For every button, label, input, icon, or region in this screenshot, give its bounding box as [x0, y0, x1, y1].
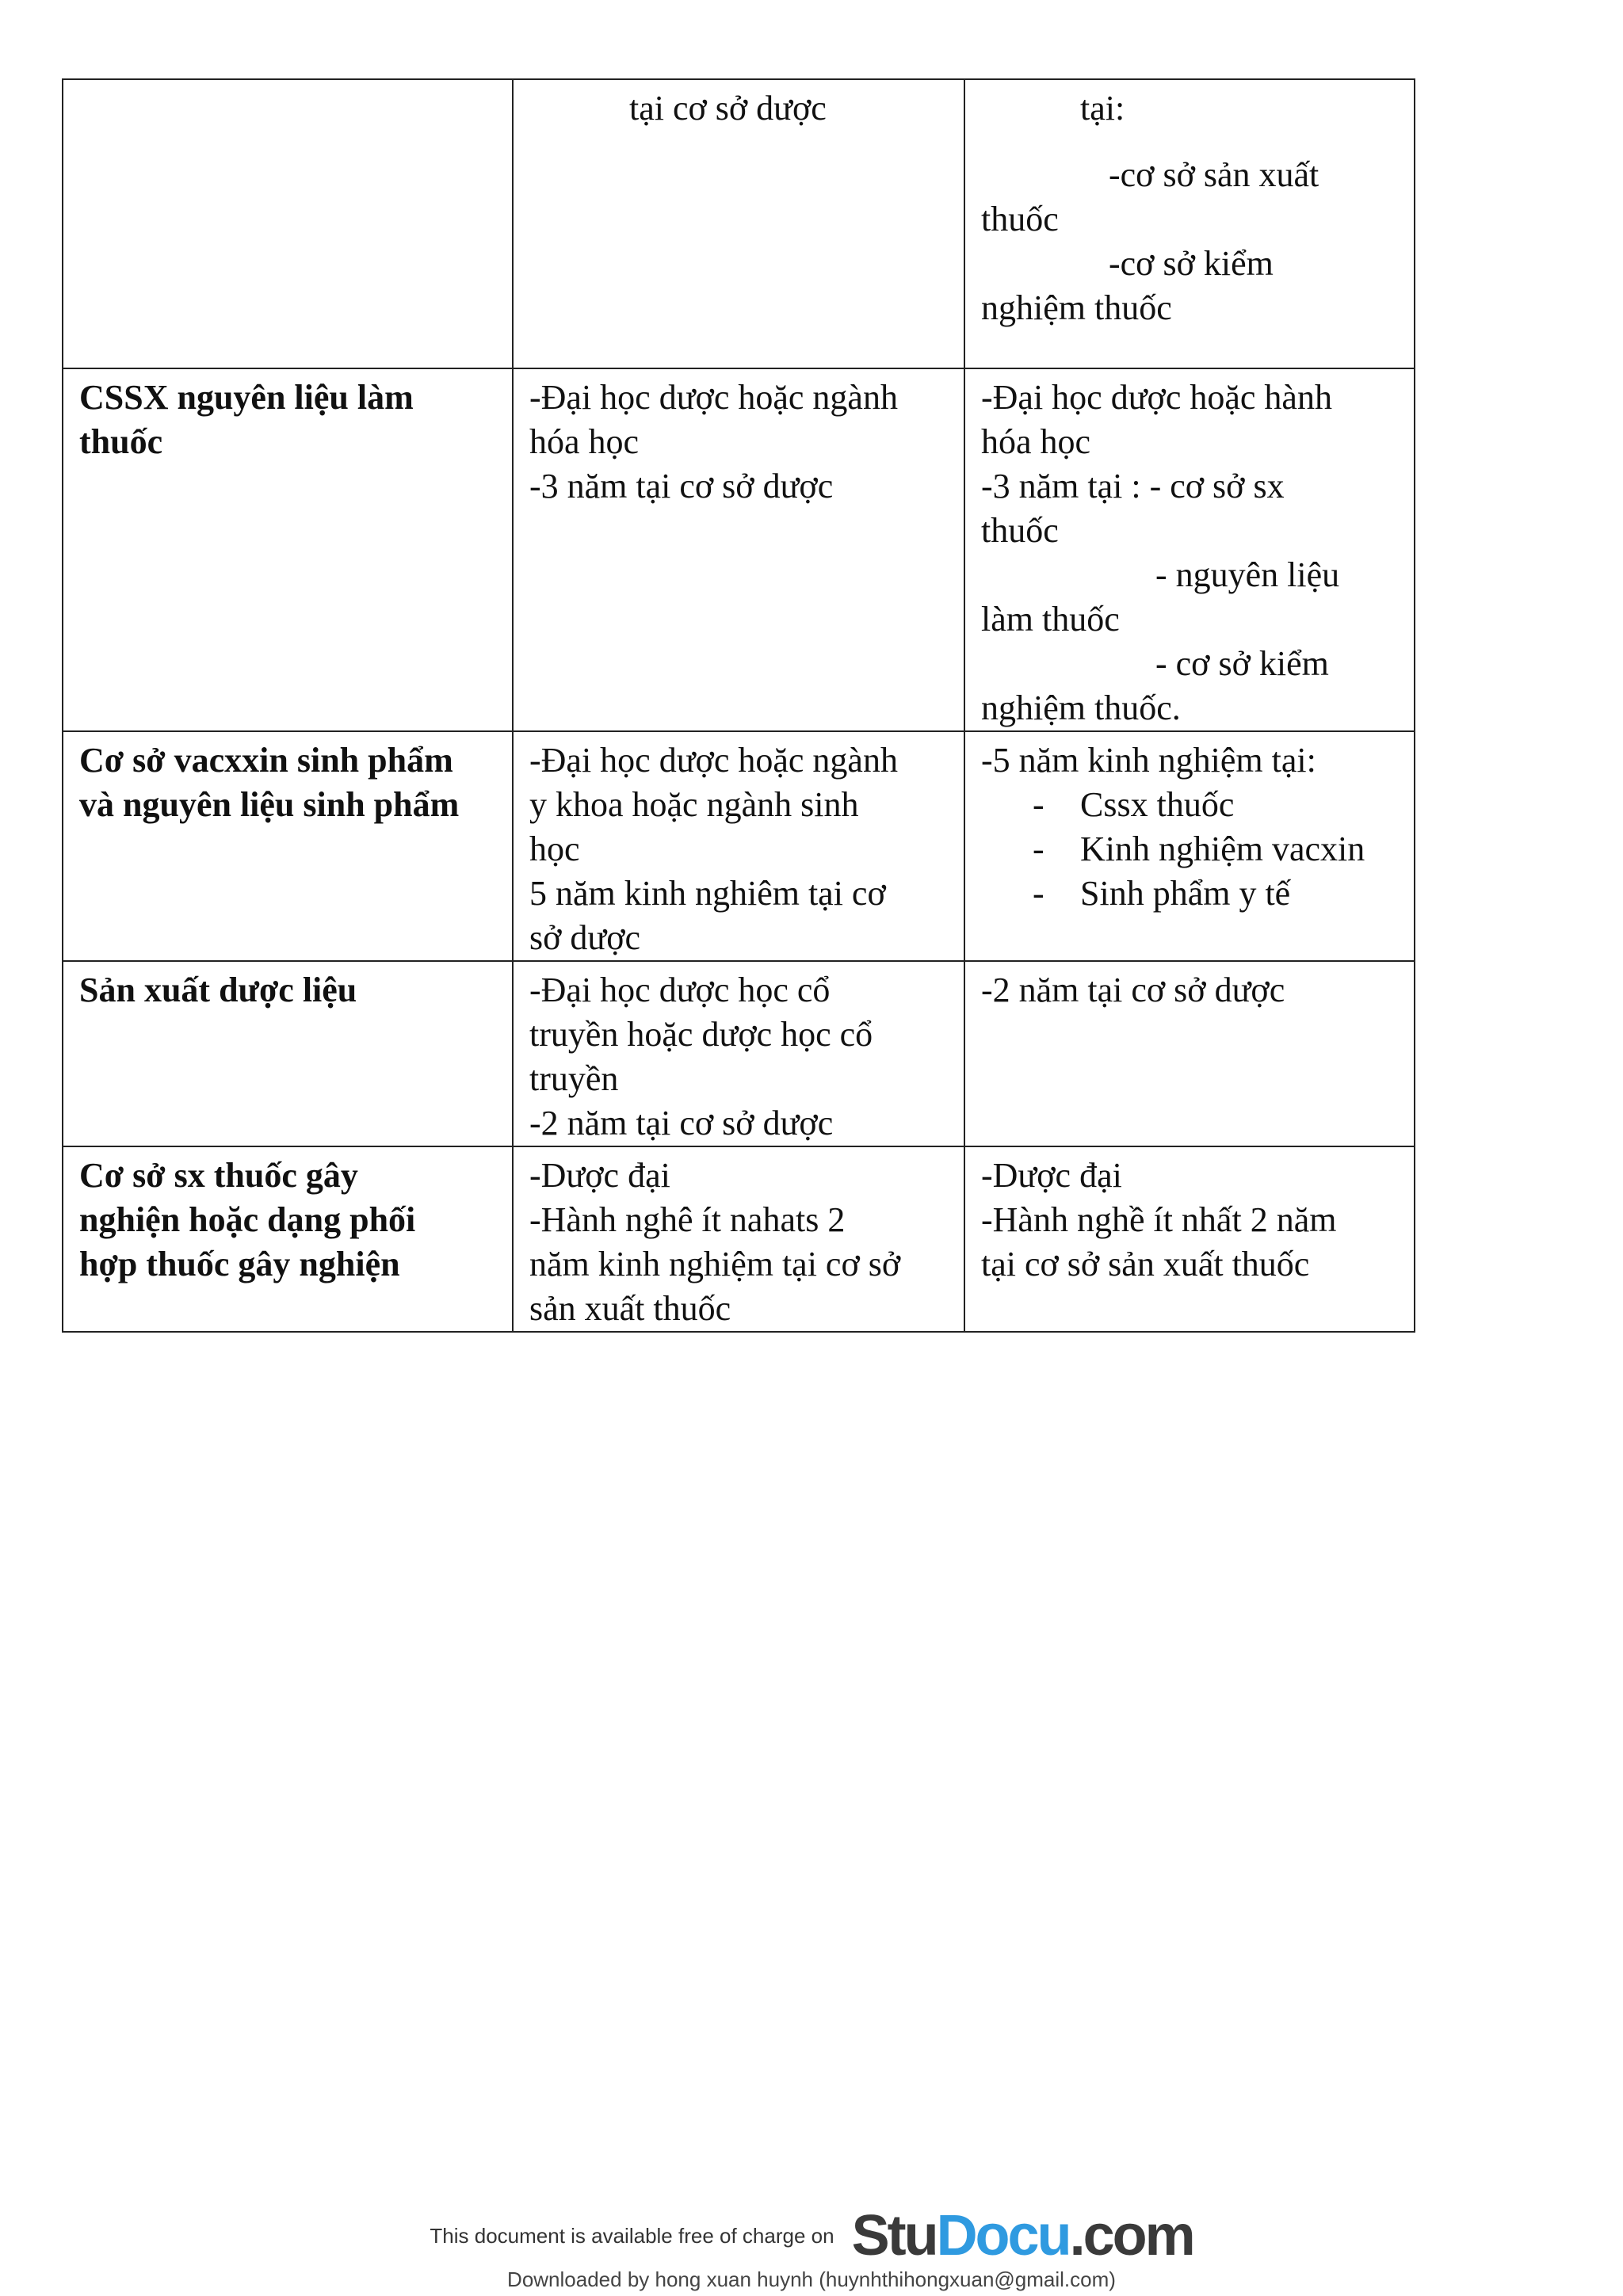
- cell-col3: [964, 961, 1415, 1146]
- cell-line: truyền hoặc dược học cổ: [529, 1015, 873, 1054]
- cell-line: thuốc: [981, 200, 1059, 238]
- cell-line: - nguyên liệu: [1155, 555, 1340, 594]
- cell-line: -Đại học dược hoặc ngành: [529, 378, 898, 417]
- cell-line: 5 năm kinh nghiêm tại cơ: [529, 874, 886, 913]
- cell-line: nghiện hoặc dạng phối: [79, 1200, 416, 1239]
- logo-part: Stu: [851, 2204, 937, 2267]
- downloaded-by-text: Downloaded by hong xuan huynh (huynhthihongxuan@gmail.com): [507, 2267, 1116, 2291]
- cell-line: và nguyên liệu sinh phẩm: [79, 785, 460, 824]
- bullet-dash: -: [1033, 785, 1044, 824]
- availability-text: This document is available free of charge on: [430, 2223, 834, 2248]
- row-label-cell: [63, 1146, 513, 1332]
- cell-line: -Hành nghê ít nahats 2: [529, 1200, 846, 1239]
- cell-line: -2 năm tại cơ sở dược: [529, 1104, 834, 1142]
- row-label-cell: [63, 368, 513, 731]
- cell-line: -2 năm tại cơ sở dược: [981, 971, 1285, 1009]
- studocu-banner: [0, 2204, 1623, 2267]
- cell-line: -3 năm tại : - cơ sở sx: [981, 467, 1285, 505]
- cell-line: hóa học: [981, 422, 1091, 461]
- table-row: [63, 961, 1415, 1146]
- cell-col3: [964, 1146, 1415, 1332]
- cell-line: -Đại học dược hoặc hành: [981, 378, 1332, 417]
- cell-line: -3 năm tại cơ sở dược: [529, 467, 834, 505]
- cell-line: tại cơ sở dược: [629, 89, 827, 128]
- cell-line: Sản xuất dược liệu: [79, 971, 357, 1009]
- cell-line: CSSX nguyên liệu làm: [79, 378, 414, 417]
- bullet-item: [981, 871, 1400, 916]
- cell-col2: [513, 79, 964, 368]
- bullet-text: Sinh phẩm y tế: [1080, 874, 1291, 913]
- bullet-dash: -: [1033, 830, 1044, 868]
- cell-col3: [964, 731, 1415, 961]
- cell-line: -Đại học dược hoặc ngành: [529, 741, 898, 780]
- cell-line: năm kinh nghiệm tại cơ sở: [529, 1245, 901, 1283]
- cell-line: làm thuốc: [981, 600, 1120, 639]
- cell-line: tại:: [1080, 89, 1125, 128]
- cell-line: -5 năm kinh nghiệm tại:: [981, 741, 1316, 780]
- cell-line: tại cơ sở sản xuất thuốc: [981, 1245, 1310, 1283]
- cell-col3: [964, 79, 1415, 368]
- cell-line: thuốc: [79, 422, 163, 461]
- logo-part: Docu: [936, 2204, 1070, 2267]
- cell-col3: [964, 368, 1415, 731]
- cell-col2: [513, 731, 964, 961]
- cell-col2: [513, 1146, 964, 1332]
- cell-line: thuốc: [981, 511, 1059, 550]
- bullet-item: [981, 783, 1400, 827]
- row-label-cell: [63, 731, 513, 961]
- cell-line: -Hành nghề ít nhất 2 năm: [981, 1200, 1337, 1239]
- cell-line: - cơ sở kiểm: [1155, 644, 1329, 683]
- cell-line: học: [529, 830, 580, 868]
- row-label-cell: [63, 961, 513, 1146]
- cell-line: nghiệm thuốc.: [981, 688, 1181, 727]
- cell-line: Cơ sở vacxxin sinh phẩm: [79, 741, 453, 780]
- cell-col2: [513, 961, 964, 1146]
- studocu-logo[interactable]: [852, 2203, 1193, 2268]
- table-row: [63, 79, 1415, 368]
- bullet-text: Kinh nghiệm vacxin: [1080, 830, 1365, 868]
- cell-line: sở dược: [529, 918, 641, 957]
- cell-line: -Dược đại: [981, 1156, 1122, 1195]
- bullet-text: Cssx thuốc: [1080, 785, 1235, 824]
- cell-line: Cơ sở sx thuốc gây: [79, 1156, 358, 1195]
- cell-line: -cơ sở kiểm: [1109, 244, 1274, 283]
- table-row: [63, 731, 1415, 961]
- requirements-table: [62, 78, 1415, 1333]
- table-row: [63, 1146, 1415, 1332]
- row-label-cell: [63, 79, 513, 368]
- table-row: [63, 368, 1415, 731]
- bullet-item: [981, 827, 1400, 871]
- cell-line: sản xuất thuốc: [529, 1289, 731, 1328]
- cell-line: hợp thuốc gây nghiện: [79, 1245, 400, 1283]
- cell-line: y khoa hoặc ngành sinh: [529, 785, 859, 824]
- cell-line: -Đại học dược học cổ: [529, 971, 831, 1009]
- cell-line: -Dược đại: [529, 1156, 670, 1195]
- bullet-dash: -: [1033, 874, 1044, 913]
- cell-line: -cơ sở sản xuất: [1109, 155, 1319, 194]
- cell-line: hóa học: [529, 422, 640, 461]
- cell-line: nghiệm thuốc: [981, 288, 1172, 327]
- cell-col2: [513, 368, 964, 731]
- cell-line: truyền: [529, 1059, 619, 1098]
- logo-part: .com: [1069, 2204, 1193, 2267]
